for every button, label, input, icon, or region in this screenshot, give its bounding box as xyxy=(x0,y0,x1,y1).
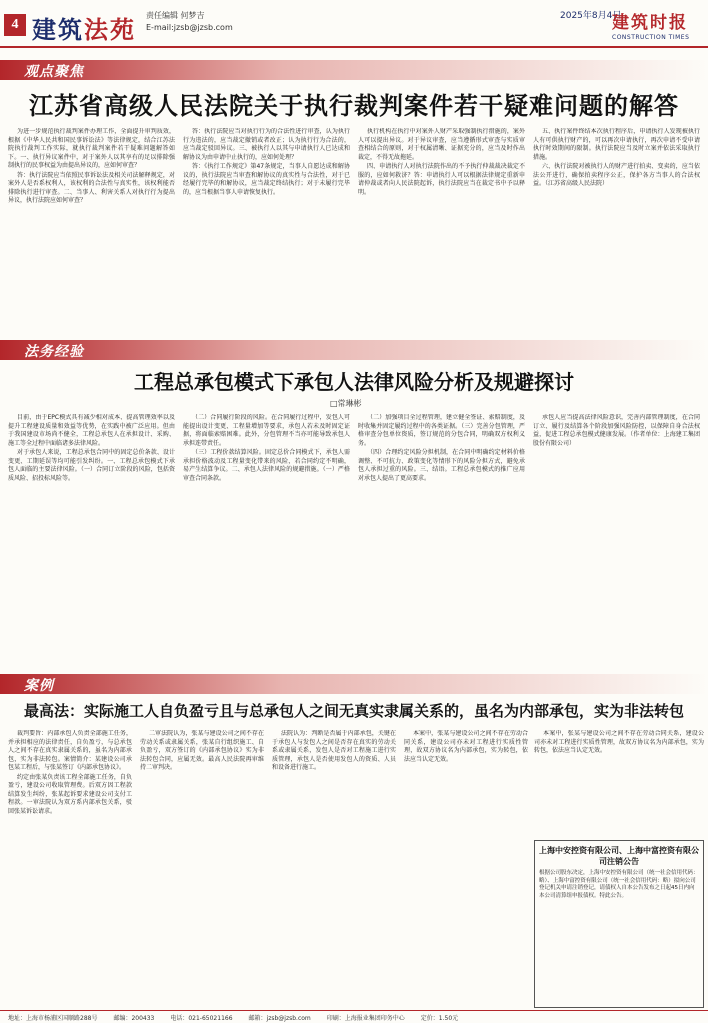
article-column xyxy=(183,414,350,664)
column-name xyxy=(32,10,136,45)
article-column xyxy=(183,128,350,328)
article-1-columns xyxy=(8,128,700,328)
section-banner-case xyxy=(0,674,708,694)
author-byline: □常琳彬 xyxy=(330,399,362,408)
paragraph: 目前，由于EPC模式具有减少相对成本、提高管理效率以及提升工程建设质量和效益等优势，在实践中被广泛应用。但由于我国建设市场尚不健全，工程总承包人在承担设计、采购、施工等全过程中面临诸多法律风险。 xyxy=(8,414,175,447)
article-3-columns xyxy=(8,730,528,1006)
footer-postcode: 邮编：200433 xyxy=(113,1015,155,1022)
paragraph: 约定由张某负责该工程全部施工任务，自负盈亏，建设公司收取管理费。后双方因工程款结算发生纠纷，张某起诉要求建设公司支付工程款。一审法院认为双方系内部承包关系，驳回张某诉讼请求。 xyxy=(8,773,132,815)
paragraph: 本案中，张某与建设公司之间不存在劳动合同关系，建设公司亦未对工程进行实质性管理，故双方协议名为内部承包，实为转包，依法应当认定无效。 xyxy=(534,730,704,754)
page-footer xyxy=(0,1010,708,1023)
article-column xyxy=(358,128,525,328)
paper-name: 建筑时报 xyxy=(612,13,688,32)
cancellation-notice xyxy=(534,840,704,1008)
notice-body: 根据公司股东决定，上海中安控资有限公司（统一社会信用代码：略）、上海中富控资有限公司（统一社会信用代码：略）拟向公司登记机关申请注销登记，请债权人自本公告发布之日起45日内向本公司清算组申报债权。特此公告。 xyxy=(539,870,699,899)
paragraph: （四）合理约定风险分担机制，在合同中明确约定材料价格调整、不可抗力、政策变化等情形下的风险分担方式，避免承包人承担过重的风险。三、结语。工程总承包模式的推广应用对承包人提出了更高要求。 xyxy=(358,449,525,482)
section-banner-legal xyxy=(0,340,708,360)
column-name-a: 建筑 xyxy=(32,18,84,44)
footer-address: 地址：上海市杨浦区国顺路288号 xyxy=(8,1015,98,1022)
footer-email: 邮箱：jzsb@jzsb.com xyxy=(248,1015,311,1022)
paragraph: 本案中，张某与建设公司之间不存在劳动合同关系，建设公司亦未对工程进行实质性管理，故双方协议名为内部承包，实为转包，依法应当认定无效。 xyxy=(404,730,528,763)
paragraph: 执行机构在执行中对案外人财产采取强制执行措施的，案外人可以提出异议。对于异议审查，应当遵循形式审查与实质审查相结合的原则，对于权属清晰、证据充分的，应当及时作出裁定，不得无故拖延。 xyxy=(358,128,525,161)
paragraph: 答：执行法院应当依照民事诉讼法及相关司法解释规定，对案外人是否系权利人，该权利的合法性与真实性，该权利能否排除执行进行审查。二、当事人、利害关系人对执行行为提出异议，执行法院应如何审查？ xyxy=(8,171,175,204)
article-column xyxy=(140,730,264,1006)
section-banner-viewpoint xyxy=(0,60,708,80)
paragraph: 六、执行法院对被执行人的财产进行拍卖、变卖的，应当依法公开进行，确保拍卖程序公正，保护各方当事人的合法权益。（江苏省高级人民法院） xyxy=(533,163,700,187)
footer-print: 印刷：上海报业集团印务中心 xyxy=(326,1015,405,1022)
paragraph: 承包人应当提高法律风险意识，完善内部管理制度，在合同订立、履行及结算各个阶段加强风险防控，以保障自身合法权益，促进工程总承包模式健康发展。（作者单位：上海建工集团股份有限公司） xyxy=(533,414,700,447)
paragraph: （二）合同履行阶段的风险。在合同履行过程中，发包人可能提出设计变更、工程量增加等要求，承包人若未及时固定证据，将面临索赔困难。此外，分包管理不当亦可能导致承包人承担连带责任。 xyxy=(183,414,350,447)
paragraph: 为进一步规范执行裁判案件办理工作，全面提升审判质效，根据《中华人民共和国民事诉讼法》等法律规定，结合江苏法院执行裁判工作实际，就执行裁判案件若干疑难问题解答如下。一、执行异议案件中，对于案外人以其享有的足以排除强制执行的民事权益为由提出异议的，应如何审查？ xyxy=(8,128,175,169)
article-column xyxy=(8,730,132,1006)
article-column xyxy=(404,730,528,1006)
paragraph: 法院认为：判断是否属于内部承包，关键在于承包人与发包人之间是否存在真实的劳动关系或隶属关系，发包人是否对工程施工进行实质管理，承包人是否使用发包人的资质、人员和设备进行施工。 xyxy=(272,730,396,771)
paragraph: （二）加强项目全过程管理，建立健全签证、索赔制度，及时收集并固定履约过程中的各类证据。（三）完善分包管理，严格审查分包单位资质，签订规范的分包合同，明确双方权利义务。 xyxy=(358,414,525,447)
editor-info xyxy=(146,10,233,34)
footer-price: 定价：1.50元 xyxy=(420,1015,459,1022)
article-2-columns xyxy=(8,414,700,664)
issue-date: 2025年8月4日 xyxy=(560,11,622,21)
article-column xyxy=(533,414,700,664)
article-column xyxy=(8,414,175,664)
page-number: 4 xyxy=(4,14,26,36)
paragraph: 答：《执行工作规定》第47条规定，当事人自愿达成和解协议的，执行法院应当审查和解协议的真实性与合法性，对于已经履行完毕的和解协议，应当裁定终结执行；对于未履行完毕的，应当根据当事人申请恢复执行。 xyxy=(183,163,350,196)
paragraph: 二审法院认为，张某与建设公司之间不存在劳动关系或隶属关系，张某自行组织施工、自负盈亏，双方签订的《内部承包协议》实为非法转包合同，应属无效。最高人民法院再审维持二审判决。 xyxy=(140,730,264,771)
paragraph: 对于承包人来说，工程总承包合同中的固定总价条款、设计变更、工期延误等均可能引发纠纷。一、工程总承包模式下承包人面临的主要法律风险。（一）合同订立阶段的风险，包括资质风险、招投标风险等。 xyxy=(8,449,175,482)
paragraph: 四、申请执行人对执行法院作出的不予执行仲裁裁决裁定不服的，应如何救济？答：申请执行人可以根据法律规定重新申请仲裁或者向人民法院起诉，执行法院应当在裁定书中予以释明。 xyxy=(358,163,525,196)
editor-email: E-mail:jzsb@jzsb.com xyxy=(146,23,233,32)
paper-logo xyxy=(612,8,702,41)
article-column xyxy=(358,414,525,664)
headline-3: 最高法：实际施工人自负盈亏且与总承包人之间无真实隶属关系的，虽名为内部承包，实为非法转包 xyxy=(23,702,684,720)
article-column xyxy=(533,128,700,328)
article-column xyxy=(8,128,175,328)
paper-name-en: CONSTRUCTION TIMES xyxy=(612,34,690,41)
article-column xyxy=(272,730,396,1006)
section-tag: 案例 xyxy=(24,679,54,694)
paragraph: 五、执行案件终结本次执行程序后，申请执行人发现被执行人有可供执行财产的，可以再次申请执行，再次申请不受申请执行时效期间的限制。执行法院应当及时立案并依法采取执行措施。 xyxy=(533,128,700,161)
notice-title: 上海中安控资有限公司、上海中富控资有限公司注销公告 xyxy=(539,846,699,866)
editor-name: 责任编辑 何梦吉 xyxy=(146,11,205,20)
section-tag: 法务经验 xyxy=(24,345,84,360)
section-tag: 观点聚焦 xyxy=(24,65,84,80)
article-column xyxy=(534,730,704,834)
headline-1: 江苏省高级人民法院关于执行裁判案件若干疑难问题的解答 xyxy=(29,92,679,120)
column-name-b: 法苑 xyxy=(84,18,136,44)
paragraph: 裁判要旨：内部承包人负责全部施工任务，并承担相应的法律责任，自负盈亏，与总承包人之间不存在真实隶属关系的，虽名为内部承包，实为非法转包。案情简介：某建设公司承包某工程后，与张某签订《内部承包协议》。 xyxy=(8,730,132,771)
article-3-right-columns xyxy=(534,730,704,834)
footer-phone: 电话：021-65021166 xyxy=(170,1015,233,1022)
masthead xyxy=(0,0,708,48)
paragraph: （三）工程价款结算风险。固定总价合同模式下，承包人需承担价格波动及工程量变化带来的风险，若合同约定不明确，易产生结算争议。二、承包人法律风险的规避措施。（一）严格审查合同条款。 xyxy=(183,449,350,482)
headline-2: 工程总承包模式下承包人法律风险分析及规避探讨 xyxy=(134,370,574,394)
paragraph: 答：执行法院应当对执行行为的合法性进行审查，认为执行行为违法的，应当裁定撤销或者改正；认为执行行为合法的，应当裁定驳回异议。三、被执行人以其与申请执行人已达成和解协议为由申请中止执行的，应如何处理？ xyxy=(183,128,350,161)
